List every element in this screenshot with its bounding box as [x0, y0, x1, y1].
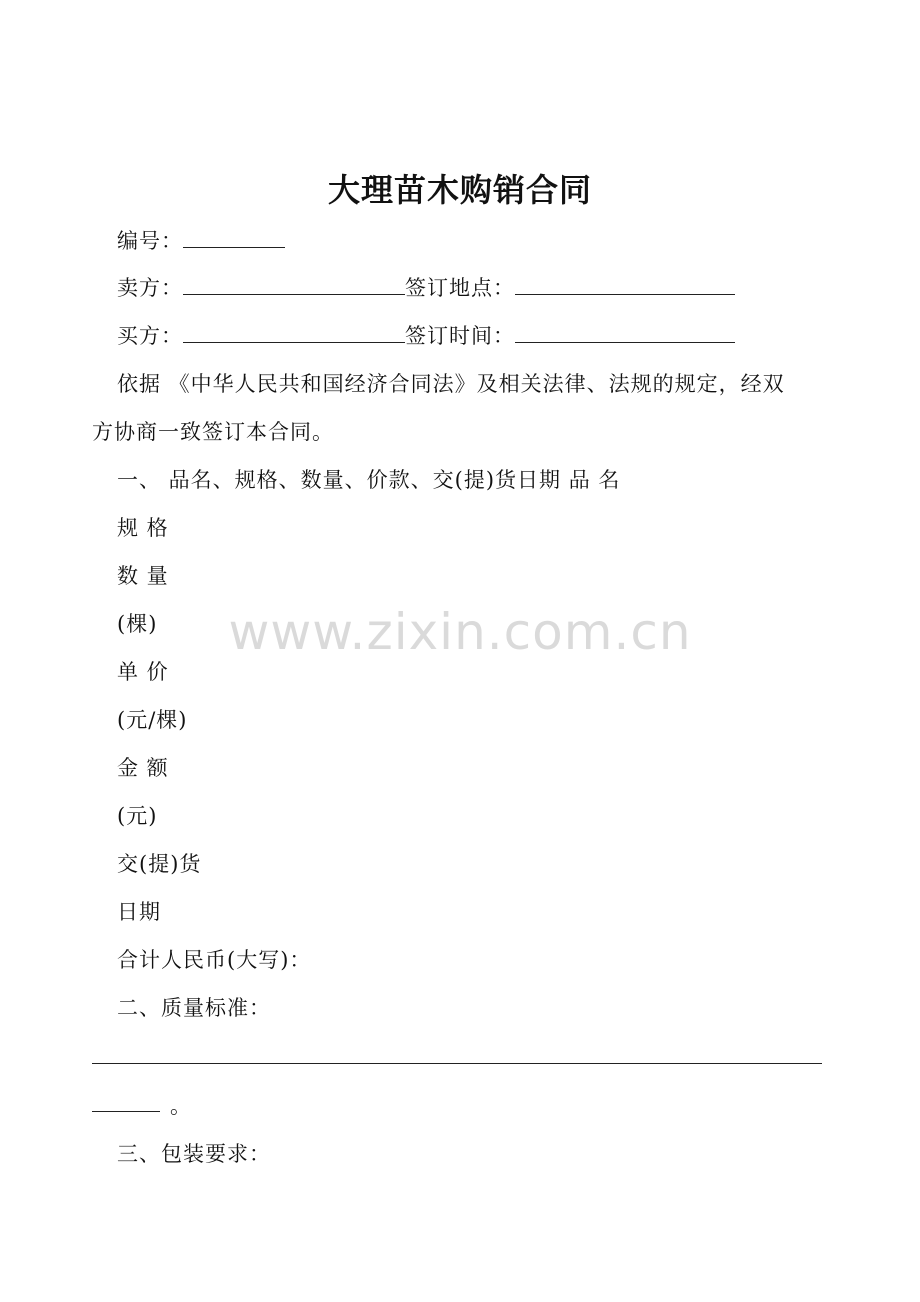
intro-line-1: 依据 《中华人民共和国经济合同法》及相关法律、法规的规定，经双	[117, 372, 785, 396]
col-price: 单 价	[117, 660, 169, 684]
number-blank	[183, 225, 285, 248]
buyer-label: 买方：	[117, 324, 183, 348]
section-1-heading: 一、 品名、规格、数量、价款、交(提)货日期 品 名	[117, 468, 621, 492]
col-date: 日期	[117, 900, 161, 924]
document-title: 大理苗木购销合同	[327, 171, 592, 209]
col-amount-unit: (元)	[117, 804, 158, 828]
sign-place-blank	[515, 272, 735, 295]
section-3-heading: 三、包装要求：	[117, 1142, 271, 1166]
buyer-blank	[183, 320, 405, 343]
seller-row	[117, 272, 735, 302]
col-delivery: 交(提)货	[117, 852, 202, 876]
quality-blank-line-end	[92, 1111, 160, 1112]
sign-place-label: 签订地点：	[405, 276, 515, 300]
sign-time-blank	[515, 320, 735, 343]
col-amount: 金 额	[117, 756, 169, 780]
seller-blank	[183, 272, 405, 295]
col-qty: 数 量	[117, 564, 169, 588]
intro-line-2: 方协商一致签订本合同。	[92, 420, 334, 444]
number-row	[117, 225, 285, 255]
total-label: 合计人民币(大写)：	[117, 948, 312, 972]
col-price-unit: (元/棵)	[117, 708, 188, 732]
watermark: www.zixin.com.cn	[228, 603, 692, 661]
quality-blank-line	[92, 1063, 822, 1064]
section-2-heading: 二、质量标准：	[117, 996, 271, 1020]
number-label: 编号：	[117, 229, 183, 253]
buyer-row	[117, 320, 735, 350]
seller-label: 卖方：	[117, 276, 183, 300]
col-qty-unit: (棵)	[117, 612, 158, 636]
col-spec: 规 格	[117, 516, 169, 540]
sign-time-label: 签订时间：	[405, 324, 515, 348]
quality-end-mark: 。	[170, 1094, 192, 1118]
